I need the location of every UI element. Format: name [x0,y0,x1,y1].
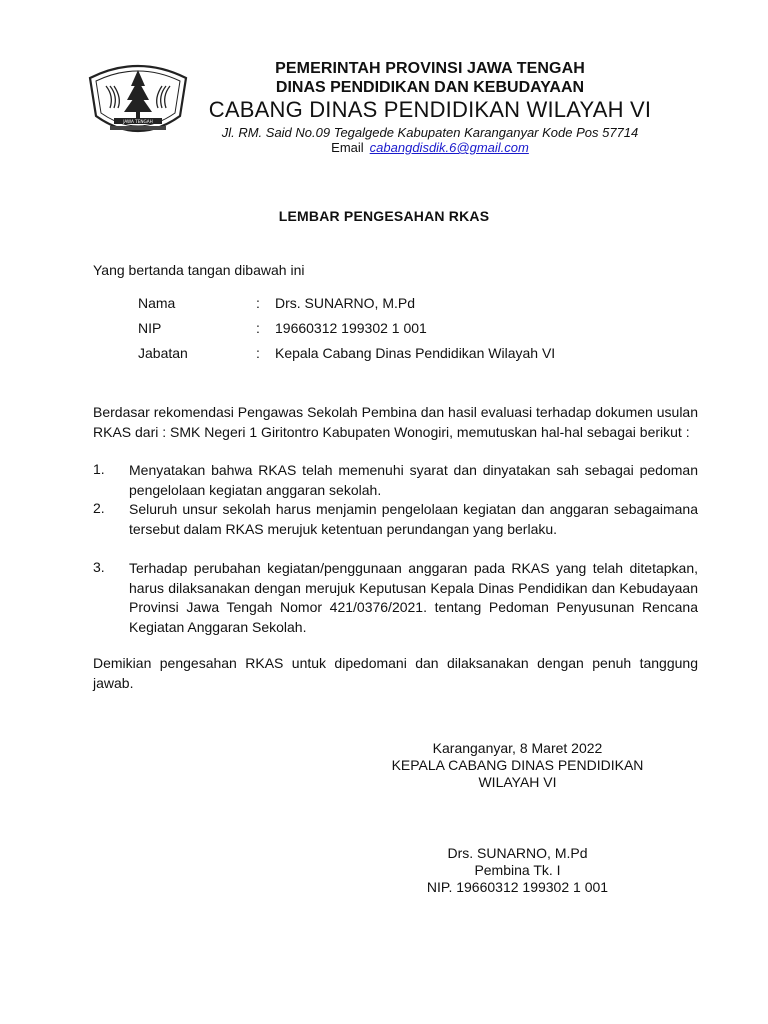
letterhead-address: Jl. RM. Said No.09 Tegalgede Kabupaten Karanganyar Kode Pos 57714 [221,125,639,140]
signature-position-line2: WILAYAH VI [478,774,557,790]
identity-value: 19660312 199302 1 001 [275,320,427,336]
item-number: 1. [93,461,105,477]
signatory-rank: Pembina Tk. I [474,862,561,878]
identity-label: NIP [138,320,162,336]
closing-paragraph: Demikian pengesahan RKAS untuk dipedomani dan dilaksanakan dengan penuh tanggung jawab. [93,655,698,691]
list-item: Menyatakan bahwa RKAS telah memenuhi syarat dan dinyatakan sah sebagai pedoman pengelolaan kegiatan anggaran sekolah. [129,462,698,498]
letterhead-email-line [160,140,700,155]
email-label: Email [331,140,364,155]
opening-paragraph: Berdasar rekomendasi Pengawas Sekolah Pembina dan hasil evaluasi terhadap dokumen usulan RKAS dari : SMK Negeri 1 Giritontro Kabupaten Wonogiri, memutuskan hal-hal sebagai berikut : [93,404,698,440]
signatory-nip: NIP. 19660312 199302 1 001 [426,879,609,895]
signature-position-line1: KEPALA CABANG DINAS PENDIDIKAN [391,757,644,773]
svg-text:JAWA TENGAH: JAWA TENGAH [123,119,153,124]
identity-colon: : [256,345,260,361]
email-link[interactable]: cabangdisdik.6@gmail.com [369,140,529,155]
signatory-name: Drs. SUNARNO, M.Pd [447,845,588,861]
document-title: LEMBAR PENGESAHAN RKAS [278,208,490,224]
letterhead-branch: CABANG DINAS PENDIDIKAN WILAYAH VI [208,97,652,122]
identity-label: Nama [138,295,176,311]
identity-colon: : [256,320,260,336]
item-number: 3. [93,559,105,575]
item-number: 2. [93,500,105,516]
signature-place-date: Karanganyar, 8 Maret 2022 [432,740,603,756]
identity-colon: : [256,295,260,311]
list-item: Seluruh unsur sekolah harus menjamin pengelolaan kegiatan dan anggaran sebagaimana tersebut dalam RKAS merujuk ketentuan perundangan yang berlaku. [129,501,698,537]
letterhead-government: PEMERINTAH PROVINSI JAWA TENGAH [275,60,585,77]
identity-value: Drs. SUNARNO, M.Pd [275,295,416,311]
letterhead-agency: DINAS PENDIDIKAN DAN KEBUDAYAAN [275,79,585,96]
identity-value: Kepala Cabang Dinas Pendidikan Wilayah VI [275,345,556,361]
identity-label: Jabatan [138,345,188,361]
list-item: Terhadap perubahan kegiatan/penggunaan anggaran pada RKAS yang telah ditetapkan, harus dilaksanakan dengan merujuk Keputusan Kepala Dinas Pendidikan dan Kebudayaan Provinsi Jawa Tengah Nomor 421/0376/2021. tentang Pedoman Penyusunan Rencana Kegiatan Anggaran Sekolah. [129,560,698,635]
intro-text: Yang bertanda tangan dibawah ini [93,262,305,278]
